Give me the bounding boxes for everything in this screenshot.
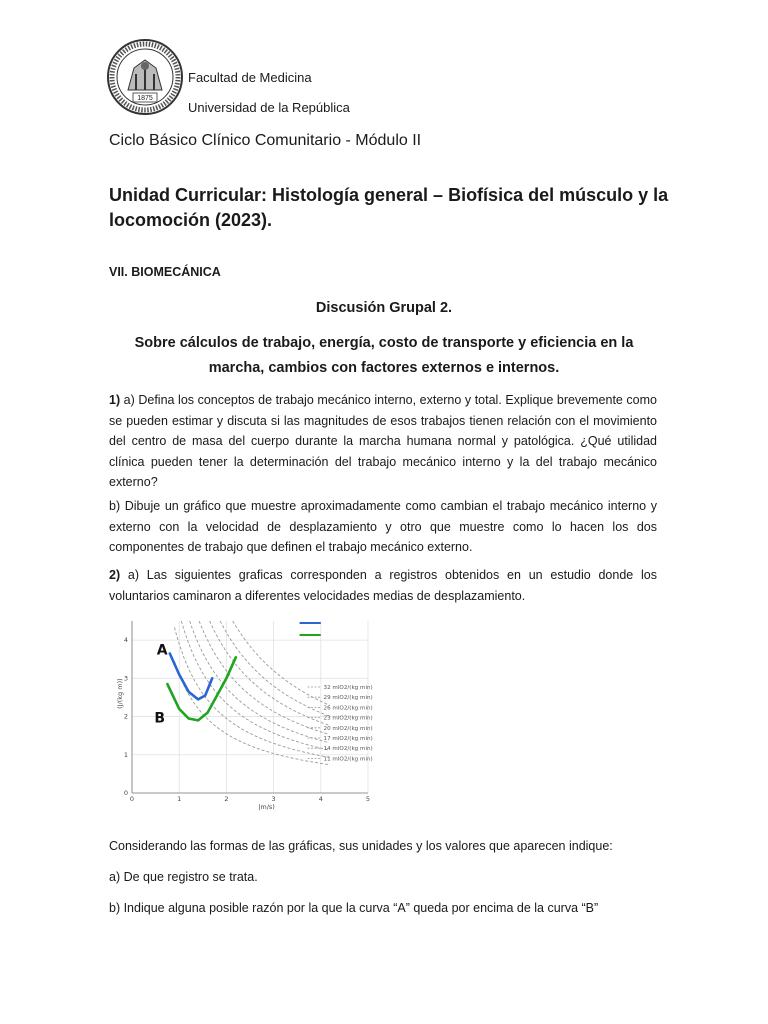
iso-legend-label: 20 mlO2/(kg min) — [323, 725, 373, 732]
unit-title: Unidad Curricular: Histología general – Biofísica del músculo y la locomoción (2023). — [109, 185, 669, 230]
question-2-item-a: a) De que registro se trata. — [109, 870, 258, 884]
x-tick-label: 5 — [365, 795, 371, 803]
question-2-item-b: b) Indique alguna posible razón por la que la curva “A” queda por encima de la curva “B” — [109, 901, 599, 915]
logo-year: 1875 — [137, 95, 153, 102]
series-b-label: B — [154, 710, 166, 727]
question-1a-text: a) Defina los conceptos de trabajo mecánico interno, externo y total. Explique brevemente como se pueden estimar y discuta si las magnitudes de esos trabajos tienen relación con el movimiento del centro de masa del cuerpo durante la marcha humana normal y patológica. ¿Qué utilidad clínica pueden tener la determinación del trabajo mecánico interno y la del trabajo mecánico externo? — [109, 393, 657, 489]
series-b-line — [167, 657, 235, 720]
question-2-instructions: Considerando las formas de las gráficas, sus unidades y los valores que aparecen indique: — [109, 839, 613, 853]
iso-legend-label: 23 mlO2/(kg min) — [323, 715, 373, 722]
work-vs-speed-chart — [118, 615, 380, 813]
section-heading: VII. BIOMECÁNICA — [109, 265, 221, 279]
iso-legend-label: 11 mlO2/(kg min) — [323, 756, 373, 763]
series-a-line — [170, 654, 212, 700]
iso-vo2-line — [175, 661, 331, 765]
iso-legend-label: 26 mlO2/(kg min) — [323, 705, 373, 712]
question-1b: b) Dibuje un gráfico que muestre aproximadamente como cambian el trabajo mecánico interno y externo con la velocidad de desplazamiento y otro que muestre como lo hacen los dos componentes de trabajo que definen el trabajo mecánico externo. — [109, 499, 657, 554]
x-tick-label: 1 — [177, 795, 182, 803]
iso-legend-label: 14 mlO2/(kg min) — [323, 746, 373, 753]
x-tick-label: 0 — [129, 795, 135, 803]
question-2a — [109, 565, 657, 606]
iso-legend-label: 32 mlO2/(kg min) — [323, 685, 373, 691]
x-tick-label: 3 — [271, 795, 276, 803]
cycle-module: Ciclo Básico Clínico Comunitario - Módulo II — [109, 132, 422, 149]
discussion-subtitle: Sobre cálculos de trabajo, energía, costo de transporte y eficiencia en la marcha, cambios con factores externos e internos. — [134, 335, 634, 376]
faculty-name: Facultad de Medicina — [188, 70, 312, 85]
faculty-seal-logo — [106, 38, 184, 116]
y-tick-label: 3 — [123, 674, 128, 683]
question-1-number: 1) — [109, 393, 121, 407]
iso-legend-label: 29 mlO2/(kg min) — [323, 695, 373, 702]
question-2-number: 2) — [109, 568, 121, 582]
x-tick-label: 2 — [224, 795, 229, 803]
x-tick-label: 4 — [318, 795, 323, 803]
iso-vo2-line — [175, 627, 331, 757]
discussion-title: Discusión Grupal 2. — [315, 300, 453, 316]
y-tick-label: 0 — [123, 789, 128, 797]
question-2a-text: a) Las siguientes graficas corresponden a registros obtenidos en un estudio donde los voluntarios caminaron a diferentes velocidades medias de desplazamiento. — [109, 568, 657, 603]
series-a-label: A — [156, 642, 168, 659]
y-tick-label: 2 — [123, 712, 128, 721]
y-tick-label: 4 — [123, 636, 128, 645]
university-name: Universidad de la República — [188, 100, 350, 115]
y-tick-label: 1 — [123, 750, 128, 759]
x-axis-label: |m/s) — [258, 803, 275, 811]
y-axis-label: (J/(kg m)) — [116, 678, 124, 709]
iso-legend-label: 17 mlO2/(kg min) — [323, 736, 373, 742]
question-1a — [109, 390, 657, 493]
